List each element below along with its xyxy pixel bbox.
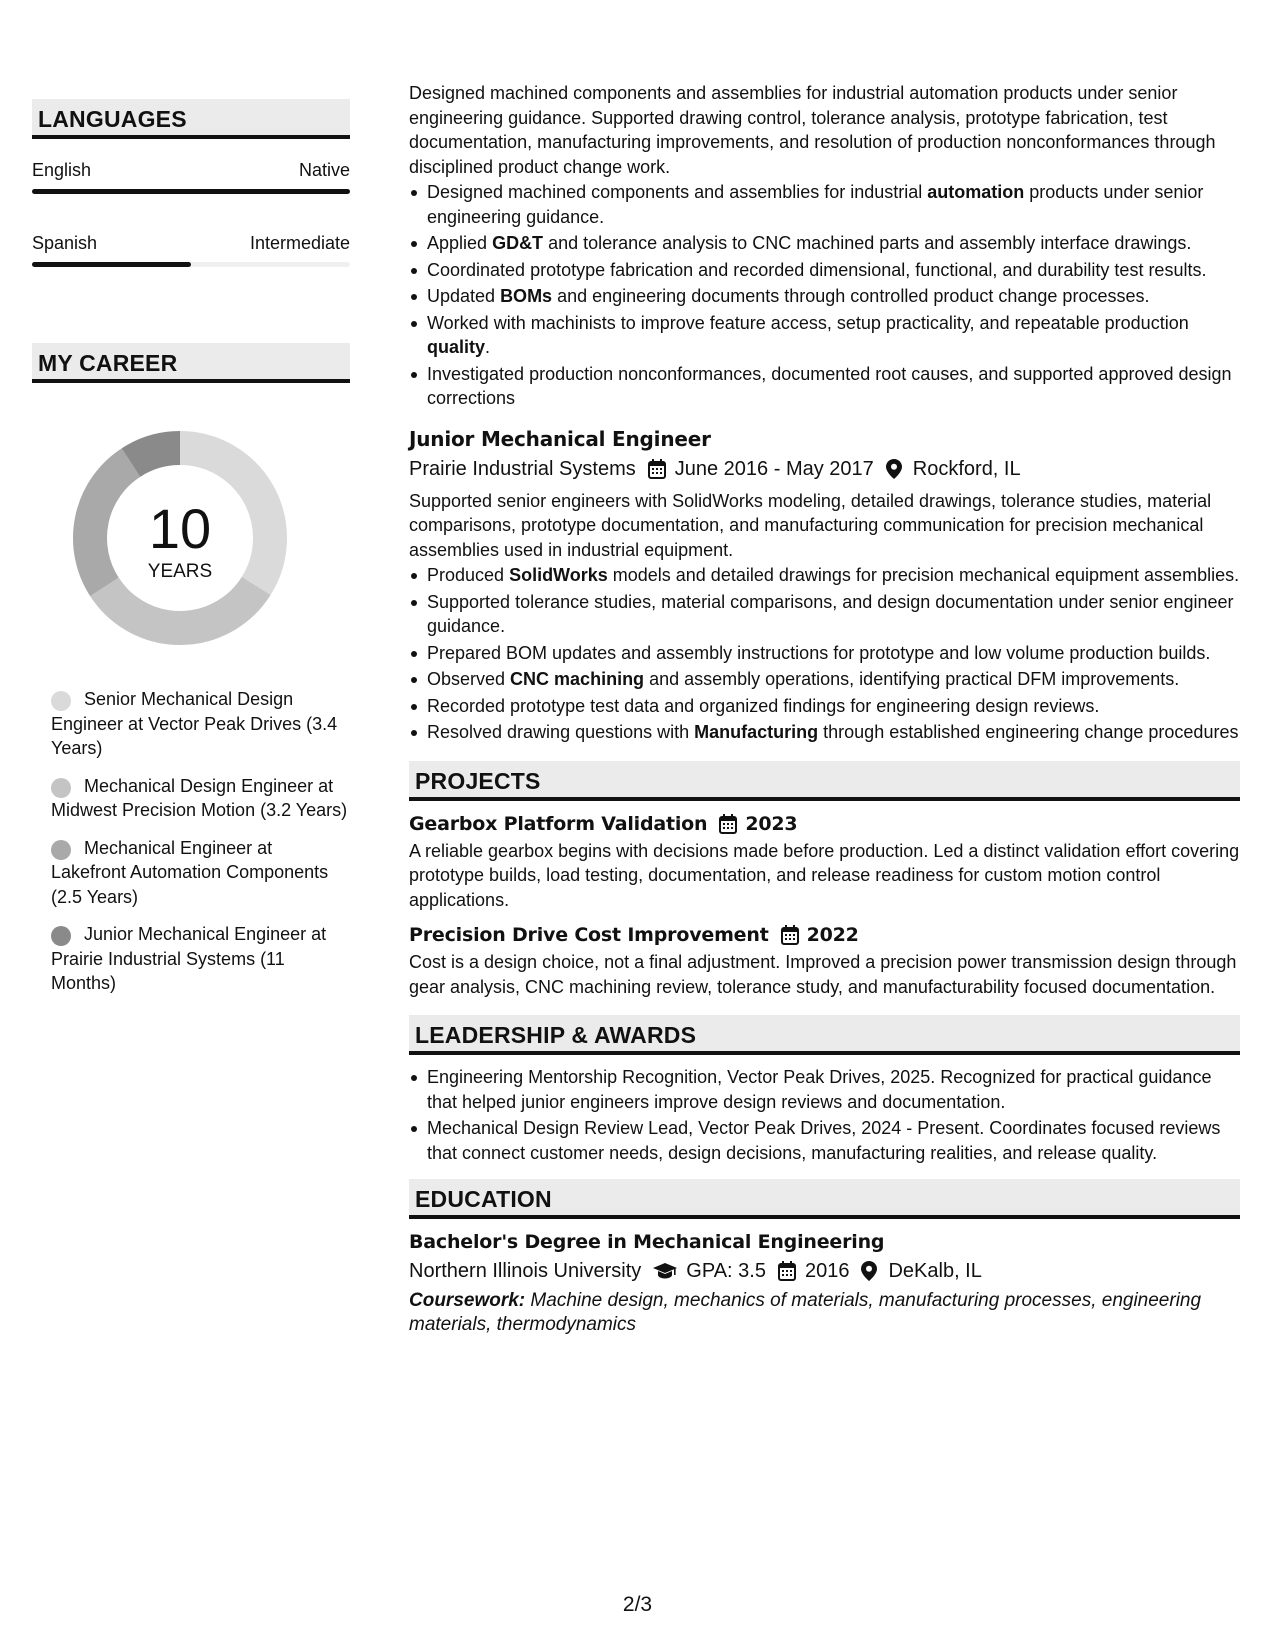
career-legend <box>32 687 350 996</box>
coursework-text: Machine design, mechanics of materials, manufacturing processes, engineering materials, thermodynamics <box>409 1290 1202 1335</box>
gpa: GPA: 3.5 <box>686 1260 766 1282</box>
bullet-item: Observed CNC machining and assembly operations, identifying practical DFM improvements. <box>409 667 1240 692</box>
education-header: EDUCATION <box>409 1179 1240 1219</box>
project-year: 2023 <box>745 812 798 835</box>
job-summary: Designed machined components and assemblies for industrial automation products under senior engineering guidance. Supported drawing control, tolerance analysis, prototype fabrication, test documentation, manufacturing improvements, and resolution of production nonconformances through disciplined product change work. <box>409 83 1216 177</box>
project-description: A reliable gearbox begins with decisions made before production. Led a distinct validation effort covering prototype builds, load testing, documentation, and release readiness for custom motion control applications. <box>409 840 1240 910</box>
project-name: Gearbox Platform Validation <box>409 812 708 835</box>
degree-title: Bachelor's Degree in Mechanical Engineering <box>409 1231 885 1253</box>
job-summary: Supported senior engineers with SolidWorks modeling, detailed drawings, tolerance studies, material comparisons, prototype documentation, and manufacturing communication for precision mechanical assemblies used in industrial equipment. <box>409 490 1212 560</box>
main-content <box>409 81 1240 1337</box>
calendar-icon <box>781 925 799 945</box>
language-level: Intermediate <box>249 233 350 253</box>
coursework <box>409 1289 1240 1337</box>
bullet-item: Recorded prototype test data and organized findings for engineering design reviews. <box>409 694 1240 719</box>
language-level: Native <box>298 160 350 180</box>
coursework-label: Coursework: <box>409 1290 526 1311</box>
language-item-english <box>32 159 350 194</box>
bullet-item: Applied GD&T and tolerance analysis to CNC machined parts and assembly interface drawings. <box>409 231 1240 256</box>
leadership-item: Engineering Mentorship Recognition, Vector Peak Drives, 2025. Recognized for practical guidance that helped junior engineers improve design reviews and documentation. <box>409 1065 1240 1114</box>
career-donut-chart <box>65 423 295 653</box>
school-location: DeKalb, IL <box>888 1260 982 1282</box>
career-total-unit: YEARS <box>147 561 213 582</box>
job-title: Junior Mechanical Engineer <box>409 426 711 451</box>
job-bullets <box>409 563 1240 745</box>
career-legend-item: Senior Mechanical Design Engineer at Vector Peak Drives (3.4 Years) <box>51 689 338 758</box>
job-dates: June 2016 - May 2017 <box>674 457 874 480</box>
bullet-item: Resolved drawing questions with Manufacturing through established engineering change procedures <box>409 720 1240 745</box>
languages-header: LANGUAGES <box>32 99 350 139</box>
language-proficiency-bar <box>32 262 350 267</box>
language-name: English <box>32 160 92 180</box>
graduation-year: 2016 <box>804 1260 850 1282</box>
legend-dot-icon <box>51 840 71 860</box>
bullet-item: Prepared BOM updates and assembly instructions for prototype and low volume production builds. <box>409 641 1240 666</box>
job-meta <box>409 455 1240 483</box>
project-description: Cost is a design choice, not a final adjustment. Improved a precision power transmission design through gear analysis, CNC machining review, tolerance study, and manufacturability focused documentation. <box>409 952 1237 997</box>
project-year: 2022 <box>806 924 859 946</box>
job-bullets <box>409 180 1240 411</box>
calendar-icon <box>778 1261 796 1281</box>
career-total-value: 10 <box>148 497 212 560</box>
leadership-header: LEADERSHIP & AWARDS <box>409 1015 1240 1055</box>
bullet-item: Supported tolerance studies, material comparisons, and design documentation under senior engineer guidance. <box>409 590 1240 639</box>
projects-header: PROJECTS <box>409 761 1240 801</box>
calendar-icon <box>719 814 737 834</box>
project-item <box>409 811 1240 913</box>
bullet-item: Coordinated prototype fabrication and recorded dimensional, functional, and durability test results. <box>409 258 1240 283</box>
career-legend-item: Mechanical Engineer at Lakefront Automation Components (2.5 Years) <box>51 837 329 907</box>
language-proficiency-bar <box>32 189 350 194</box>
page-number: 2/3 <box>622 1593 653 1616</box>
legend-dot-icon <box>51 691 71 711</box>
career-legend-item: Mechanical Design Engineer at Midwest Precision Motion (3.2 Years) <box>51 775 348 820</box>
location-pin-icon <box>886 459 904 479</box>
bullet-item: Produced SolidWorks models and detailed drawings for precision mechanical equipment assemblies. <box>409 563 1240 588</box>
company-name: Prairie Industrial Systems <box>409 457 636 480</box>
career-header: MY CAREER <box>32 343 350 383</box>
project-item <box>409 922 1240 999</box>
bullet-item: Updated BOMs and engineering documents through controlled product change processes. <box>409 284 1240 309</box>
language-name: Spanish <box>32 233 98 253</box>
language-item-spanish <box>32 232 350 267</box>
leadership-bullets <box>409 1065 1240 1165</box>
career-legend-item: Junior Mechanical Engineer at Prairie Industrial Systems (11 Months) <box>51 924 327 993</box>
location-pin-icon <box>861 1261 879 1281</box>
graduation-cap-icon <box>653 1261 677 1281</box>
leadership-item: Mechanical Design Review Lead, Vector Peak Drives, 2024 - Present. Coordinates focused reviews that connect customer needs, design decisions, manufacturing realities, and release quality. <box>409 1116 1240 1165</box>
school-name: Northern Illinois University <box>409 1260 642 1282</box>
bullet-item: Designed machined components and assemblies for industrial automation products under senior engineering guidance. <box>409 180 1240 229</box>
legend-dot-icon <box>51 778 71 798</box>
legend-dot-icon <box>51 926 71 946</box>
education-meta <box>409 1257 1240 1285</box>
job-location: Rockford, IL <box>912 457 1021 480</box>
calendar-icon <box>648 459 666 479</box>
project-name: Precision Drive Cost Improvement <box>409 924 769 946</box>
sidebar <box>32 99 350 1009</box>
bullet-item: Worked with machinists to improve feature access, setup practicality, and repeatable production quality. <box>409 311 1240 360</box>
bullet-item: Investigated production nonconformances, documented root causes, and supported approved design corrections <box>409 362 1240 411</box>
